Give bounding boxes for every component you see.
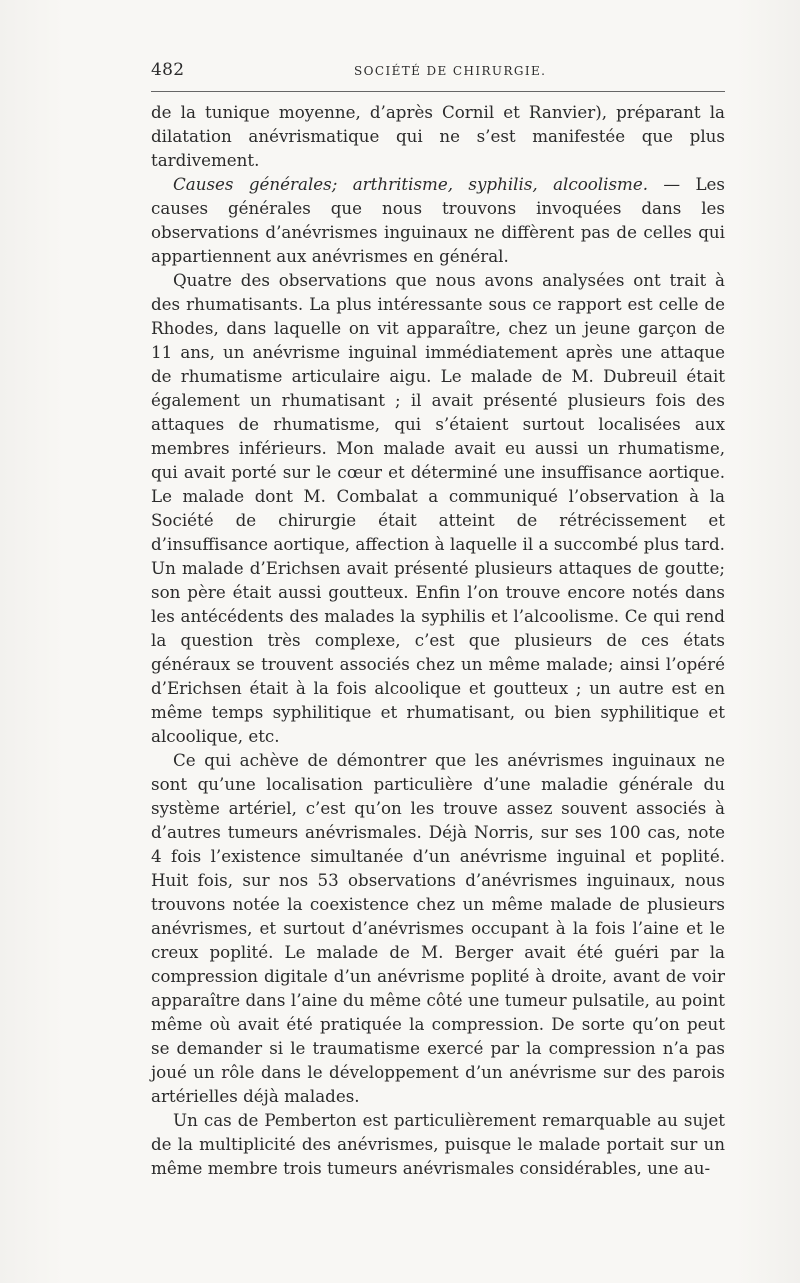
paragraph-3: Quatre des observations que nous avons analysées ont trait à des rhumatisants. La plus intéressante sous ce rapport est celle de Rhodes, dans laquelle on vit apparaître, chez un jeune garçon de 11 ans, un anévrisme inguinal immédiatement après une attaque de rhumatisme articulaire aigu. Le malade de M. Dubreuil était également un rhumatisant ; il avait présenté plusieurs fois des attaques de rhumatisme, qui s’étaient surtout localisées aux membres inférieurs. Mon malade avait eu aussi un rhumatisme, qui avait porté sur le cœur et déterminé une insuffisance aortique. Le malade dont M. Combalat a communiqué l’observation à la Société de chirurgie était atteint de rétrécissement et d’insuffisance aortique, affection à laquelle il a succombé plus tard. Un malade d’Erichsen avait présenté plusieurs attaques de goutte; son père était aussi goutteux. Enfin l’on trouve encore notés dans les antécédents des malades la syphilis et l’alcoolisme. Ce qui rend la question très complexe, c’est que plusieurs de ces états généraux se trouvent associés chez un même malade; ainsi l’opéré d’Erichsen était à la fois alcoolique et goutteux ; un autre est en même temps syphilitique et rhumatisant, ou bien syphilitique et alcoolique, etc. <box>151 270 725 746</box>
paragraph-4: Ce qui achève de démontrer que les anévrismes inguinaux ne sont qu’une localisation particulière d’une maladie générale du système artériel, c’est qu’on les trouve assez souvent associés à d’autres tumeurs anévrismales. Déjà Norris, sur ses 100 cas, note 4 fois l’existence simultanée d’un anévrisme inguinal et poplité. Huit fois, sur nos 53 observations d’anévrismes inguinaux, nous trouvons notée la coexistence chez un même malade de plusieurs anévrismes, et surtout d’anévrismes occupant à la fois l’aine et le creux poplité. Le malade de M. Berger avait été guéri par la compression digitale d’un anévrisme poplité à droite, avant de voir apparaître dans l’aine du même côté une tumeur pulsatile, au point même où avait été pratiquée la compression. De sorte qu’on peut se demander si le traumatisme exercé par la compression n’a pas joué un rôle dans le développement d’un anévrisme sur des parois artérielles déjà malades. <box>151 750 725 1106</box>
paragraph-5: Un cas de Pemberton est particulièrement remarquable au sujet de la multiplicité des anévrismes, puisque le malade portait sur un même membre trois tumeurs anévrismales considérables, une au- <box>151 1110 725 1178</box>
running-head: SOCIÉTÉ DE CHIRURGIE. <box>354 64 547 78</box>
paragraph-2 <box>151 172 725 268</box>
page-number: 482 <box>151 60 185 80</box>
header-rule <box>151 91 725 92</box>
section-heading: Causes générales; arthritisme, syphilis, alcoolisme. — <box>173 174 696 194</box>
body-text <box>151 100 725 1180</box>
page-header <box>151 60 725 84</box>
paragraph-1: de la tunique moyenne, d’après Cornil et Ranvier), préparant la dilatation anévrismatique qui ne s’est manifestée que plus tardivement. <box>151 102 725 170</box>
paragraph-2-text: Les causes générales que nous trouvons invoquées dans les observations d’anévrismes inguinaux ne diffèrent pas de celles qui appartiennent aux anévrismes en général. <box>151 174 725 266</box>
